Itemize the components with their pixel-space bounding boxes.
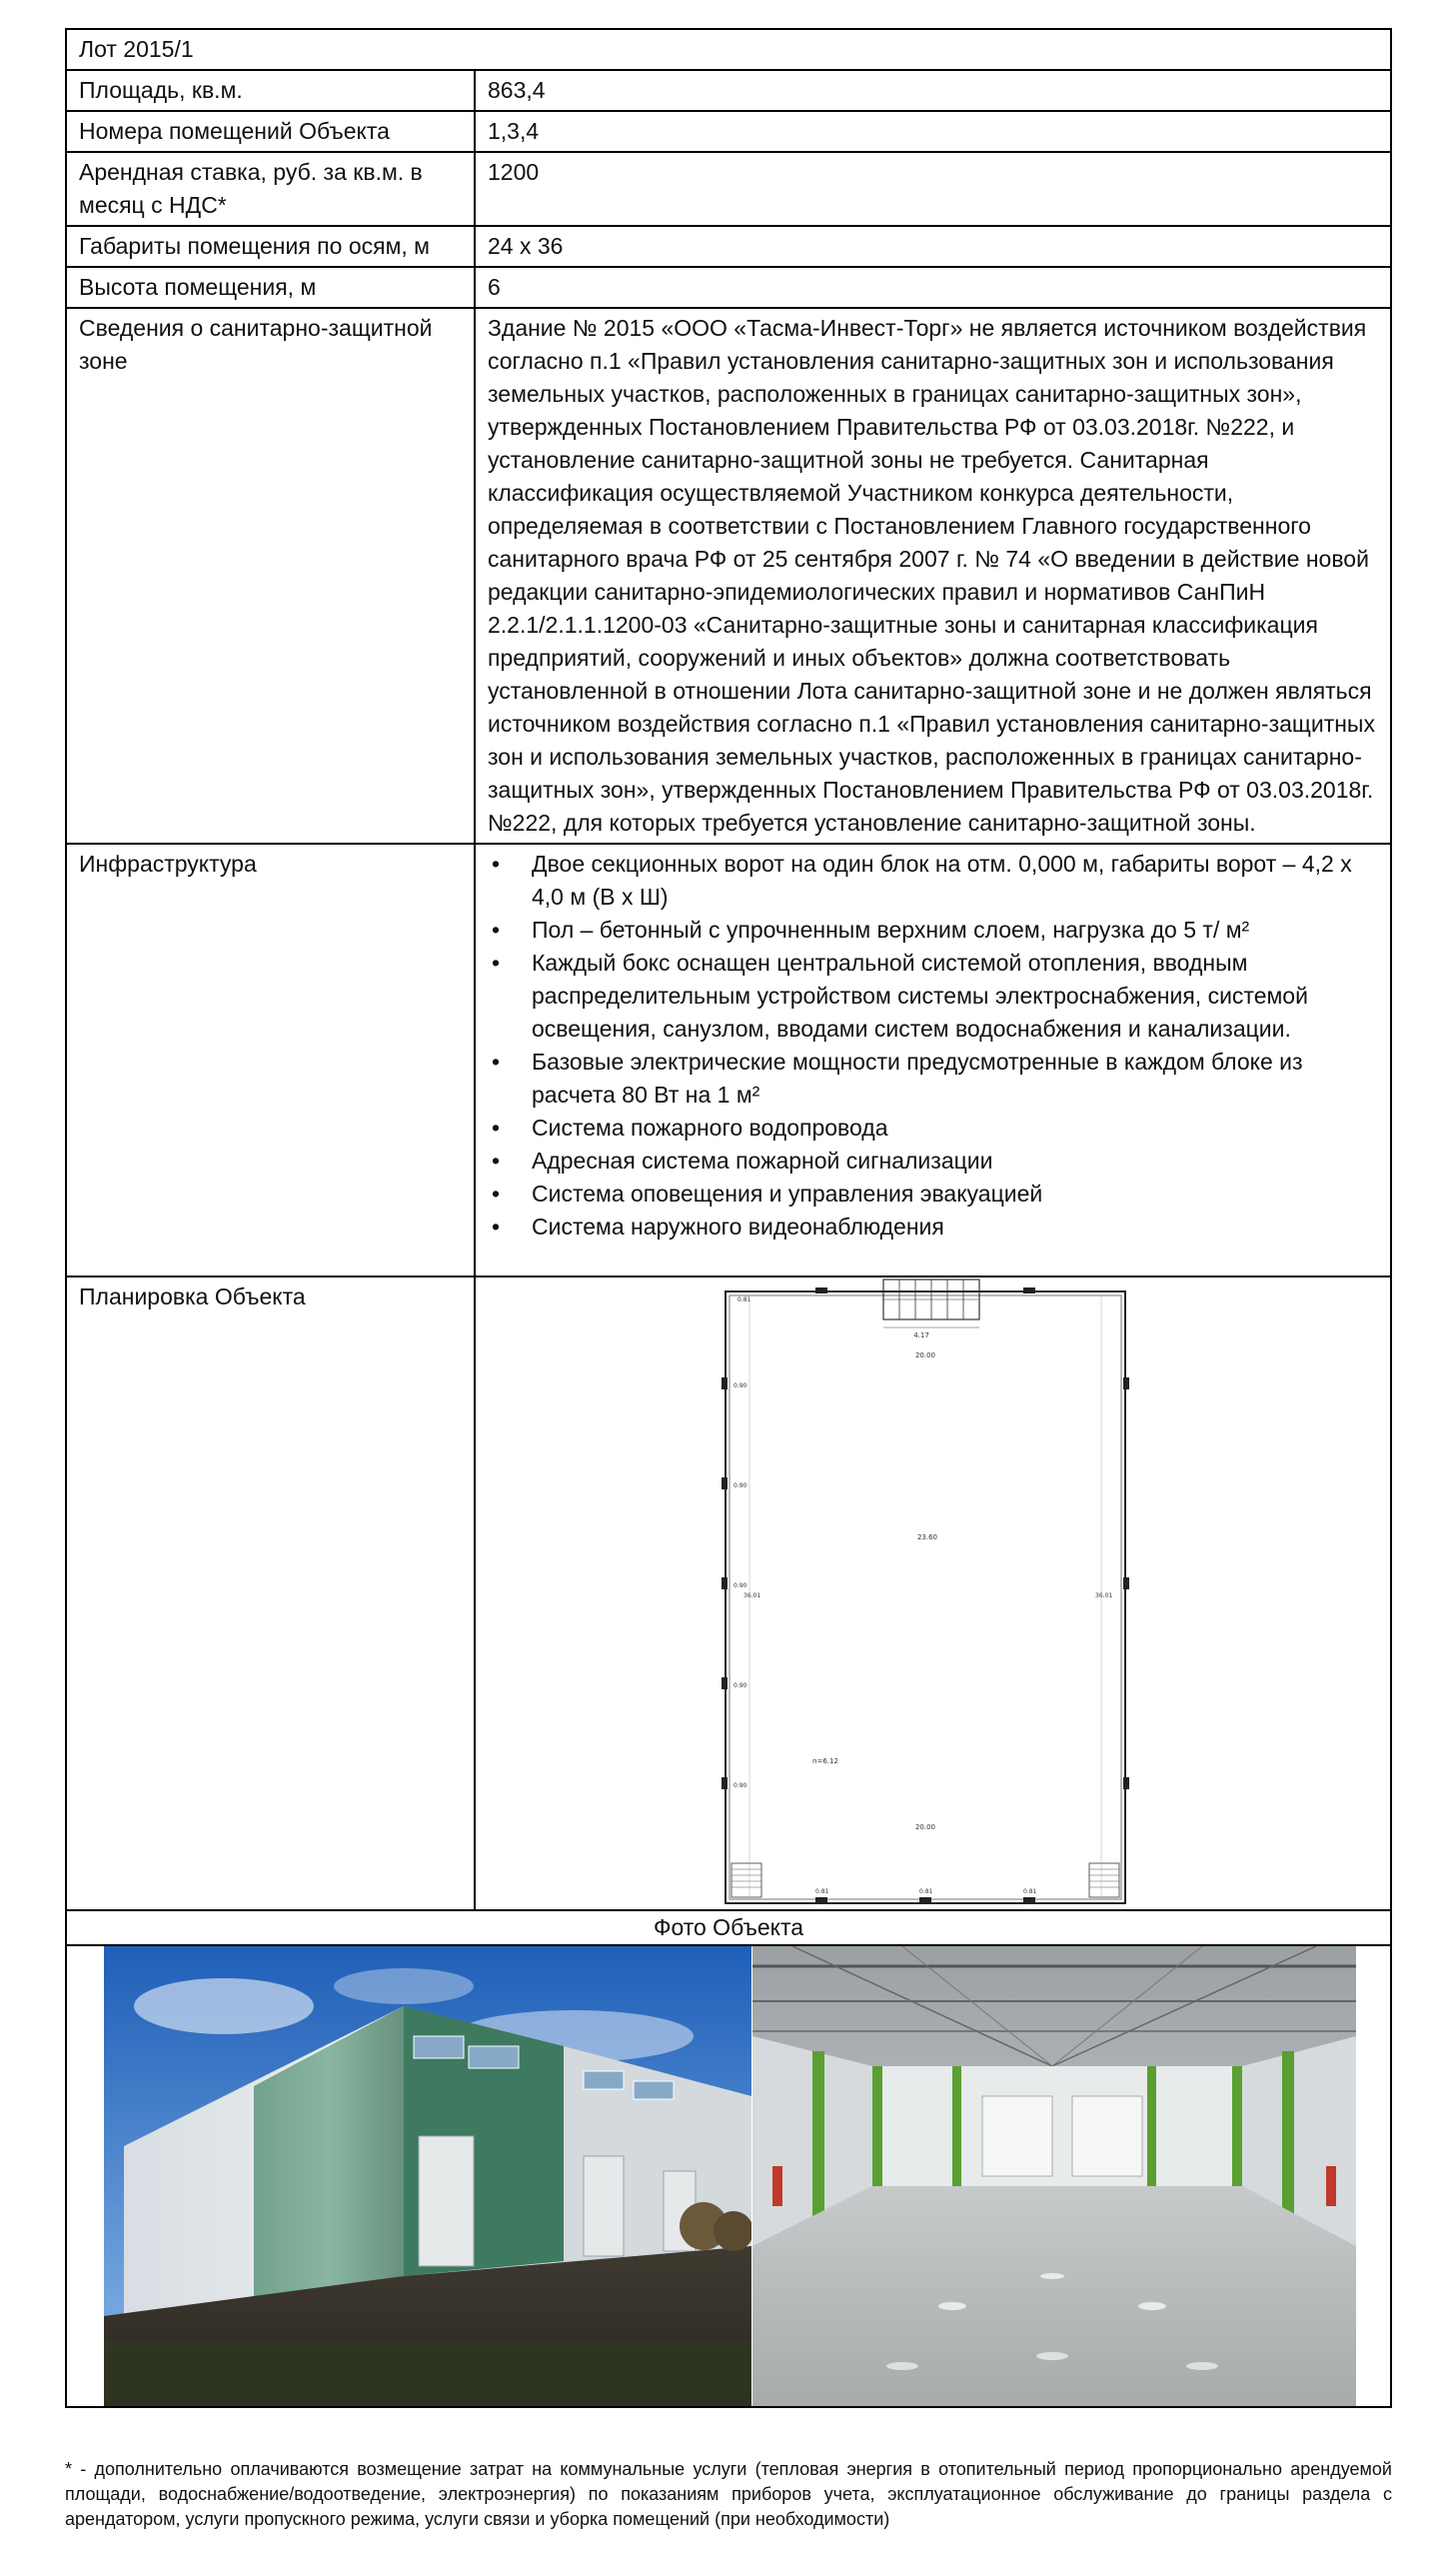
list-item: • Адресная система пожарной сигнализации	[532, 1145, 1378, 1178]
photos-cell	[66, 1945, 1391, 2407]
row-label-room-numbers: Номера помещений Объекта	[66, 111, 475, 152]
plan-dim: 20.00	[914, 1823, 936, 1831]
floor-plan-drawing	[716, 1278, 1135, 1909]
lot-title: Лот 2015/1	[66, 29, 1391, 70]
plan-dim: 0.90	[733, 1682, 747, 1689]
table-row	[66, 267, 1391, 308]
row-value-height: 6	[475, 267, 1391, 308]
building-exterior-photo	[104, 1946, 751, 2406]
plan-dim: 20.00	[914, 1351, 936, 1359]
infrastructure-cell	[475, 844, 1391, 1277]
plan-dim: 0.81	[1023, 1888, 1037, 1895]
plan-dim: 0.90	[733, 1782, 747, 1789]
list-item: • Базовые электрические мощности предусмотренные в каждом блоке из расчета 80 Вт на 1 м²	[532, 1046, 1378, 1112]
plan-dim: 0.81	[919, 1888, 933, 1895]
list-item: • Двое секционных ворот на один блок на отм. 0,000 м, габариты ворот – 4,2 х 4,0 м (В х Ш)	[532, 848, 1378, 914]
row-value-room-numbers: 1,3,4	[475, 111, 1391, 152]
plan-dim: 0.90	[733, 1482, 747, 1489]
floor-plan-cell	[475, 1277, 1391, 1910]
list-item: • Система наружного видеонаблюдения	[532, 1211, 1378, 1244]
list-item: • Пол – бетонный с упрочненным верхним слоем, нагрузка до 5 т/ м²	[532, 914, 1378, 947]
table-row	[66, 152, 1391, 226]
table-row	[66, 111, 1391, 152]
plan-dim: 0.90	[733, 1382, 747, 1389]
list-item: • Система оповещения и управления эвакуацией	[532, 1178, 1378, 1211]
lot-title-row	[66, 29, 1391, 70]
list-item: • Каждый бокс оснащен центральной системой отопления, вводным распределительным устройством системы электроснабжения, системой освещения, санузлом, вводами систем водоснабжения и канализации.	[532, 947, 1378, 1046]
row-label-area: Площадь, кв.м.	[66, 70, 475, 111]
plan-dim: 36.01	[743, 1592, 761, 1599]
plan-dim: 36.01	[1095, 1592, 1113, 1599]
warehouse-interior-photo	[752, 1946, 1356, 2406]
row-label-dimensions: Габариты помещения по осям, м	[66, 226, 475, 267]
table-row	[66, 226, 1391, 267]
row-value-dimensions: 24 х 36	[475, 226, 1391, 267]
infrastructure-row	[66, 844, 1391, 1277]
row-value-rent-rate: 1200	[475, 152, 1391, 226]
photos-header-row	[66, 1910, 1391, 1945]
list-item: • Система пожарного водопровода	[532, 1112, 1378, 1145]
floor-plan-row	[66, 1277, 1391, 1910]
plan-dim: 4.17	[913, 1331, 929, 1339]
plan-dim: 0.90	[733, 1582, 747, 1589]
row-value-area: 863,4	[475, 70, 1391, 111]
plan-dim: 0.81	[815, 1888, 829, 1895]
sanitary-zone-label: Сведения о санитарно-защитной зоне	[66, 308, 475, 844]
plan-dim: n=6.12	[812, 1757, 838, 1765]
sanitary-zone-text: Здание № 2015 «ООО «Тасма-Инвест-Торг» не является источником воздействия согласно п.1 «Правил установления санитарно-защитных зон и использования земельных участков, расположенных в границах санитарно-защитных зон», утвержденных Постановлением Правительства РФ от 03.03.2018г. №222, и установление санитарно-защитной зоны не требуется. Санитарная классификация осуществляемой Участником конкурса деятельности, определяемая в соответствии с Постановлением Главного государственного санитарного врача РФ от 25 сентября 2007 г. № 74 «О введении в действие новой редакции санитарно-эпидемиологических правил и нормативов СанПиН 2.2.1/2.1.1.1200-03 «Санитарно-защитные зоны и санитарная классификация предприятий, сооружений и иных объектов» должна соответствовать установленной в отношении Лота санитарно-защитной зоне и не должен являться источником воздействия согласно п.1 «Правил установления санитарно-защитных зон и использования земельных участков, расположенных в границах санитарно-защитных зон», утвержденных Постановлением Правительства РФ от 03.03.2018г. №222, для которых требуется установление санитарно-защитной зоны.	[475, 308, 1391, 844]
row-label-rent-rate: Арендная ставка, руб. за кв.м. в месяц с НДС*	[66, 152, 475, 226]
photos-header: Фото Объекта	[66, 1910, 1391, 1945]
plan-dim: 0.81	[737, 1296, 751, 1303]
row-label-height: Высота помещения, м	[66, 267, 475, 308]
photos-row	[66, 1945, 1391, 2407]
floor-plan-label: Планировка Объекта	[66, 1277, 475, 1910]
table-row	[66, 70, 1391, 111]
footnote: * - дополнительно оплачиваются возмещение затрат на коммунальные услуги (тепловая энергия в отопительный период пропорционально арендуемой площади, водоснабжение/водоотведение, электроэнергия) по показаниям приборов учета, эксплуатационное обслуживание до границы раздела с арендатором, услуги пропускного режима, услуги связи и уборка помещений (при необходимости)	[65, 2459, 1392, 2529]
infrastructure-label: Инфраструктура	[66, 844, 475, 1277]
lot-details-table	[65, 28, 1392, 2408]
sanitary-zone-row	[66, 308, 1391, 844]
plan-dim: 23.60	[916, 1533, 938, 1541]
infrastructure-list	[488, 848, 1378, 1244]
